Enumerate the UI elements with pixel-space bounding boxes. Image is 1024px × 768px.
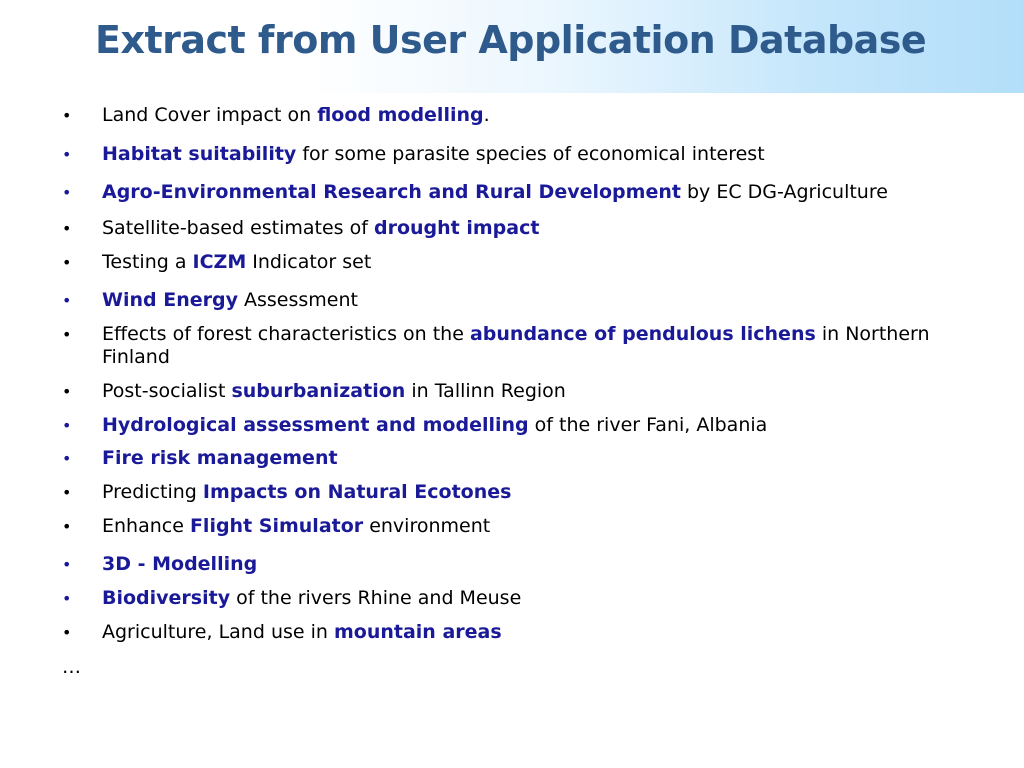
text-segment: Agriculture, Land use in [102, 621, 334, 643]
bullet-marker: • [62, 483, 72, 502]
bullet-text [102, 515, 1002, 538]
bullet-text [102, 143, 1002, 166]
highlighted-term: ICZM [192, 251, 247, 273]
text-segment: of the rivers Rhine and Meuse [230, 587, 522, 609]
bullet-marker: • [62, 555, 72, 574]
slide-title: Extract from User Application Database [95, 18, 927, 62]
highlighted-term: mountain areas [333, 621, 502, 643]
text-segment: Effects of forest characteristics on the [102, 323, 470, 345]
highlighted-term: Agro-Environmental Research and Rural Development [102, 181, 681, 203]
bullet-text [102, 181, 1002, 204]
bullet-marker: • [62, 449, 72, 468]
highlighted-term: Wind Energy [102, 289, 238, 311]
bullet-text [102, 447, 1002, 470]
highlighted-term: Hydrological assessment and modelling [102, 414, 529, 436]
bullet-text [102, 553, 1002, 576]
text-segment: Predicting [102, 481, 203, 503]
bullet-text [102, 323, 1002, 369]
highlighted-term: abundance of pendulous lichens [469, 323, 816, 345]
text-segment: environment [363, 515, 491, 537]
text-segment: Testing a [102, 251, 193, 273]
highlighted-term: flood modelling [317, 104, 484, 126]
bullet-marker: • [62, 517, 72, 536]
bullet-text [102, 104, 1002, 127]
highlighted-term: drought impact [373, 217, 540, 239]
highlighted-term: Biodiversity [102, 587, 231, 609]
bullet-marker: • [62, 325, 72, 344]
text-segment: Enhance [102, 515, 190, 537]
bullet-marker: • [62, 106, 72, 125]
text-segment: . [483, 104, 490, 126]
text-segment: in Tallinn Region [405, 380, 566, 402]
bullet-text [102, 481, 1002, 504]
bullet-text [102, 380, 1002, 403]
bullet-text [102, 587, 1002, 610]
bullet-marker: • [62, 219, 72, 238]
bullet-text [102, 289, 1002, 312]
bullet-marker: • [62, 291, 72, 310]
bullet-marker: • [62, 623, 72, 642]
text-segment: Land Cover impact on [102, 104, 318, 126]
text-segment: Satellite-based estimates of [102, 217, 374, 239]
bullet-text [102, 217, 1002, 240]
highlighted-term: Fire risk management [102, 447, 338, 469]
bullet-text [102, 621, 1002, 644]
text-segment: Indicator set [246, 251, 372, 273]
ellipsis: … [62, 656, 81, 678]
highlighted-term: 3D - Modelling [102, 553, 258, 575]
bullet-marker: • [62, 253, 72, 272]
text-segment: Post-socialist [102, 380, 232, 402]
text-segment: Assessment [237, 289, 358, 311]
bullet-marker: • [62, 145, 72, 164]
highlighted-term: Impacts on Natural Ecotones [202, 481, 512, 503]
bullet-marker: • [62, 183, 72, 202]
highlighted-term: suburbanization [231, 380, 406, 402]
bullet-text [102, 414, 1002, 437]
text-segment: by EC DG-Agriculture [680, 181, 888, 203]
text-segment: in Northern Finland [102, 323, 930, 368]
bullet-text [102, 251, 1002, 274]
text-segment: for some parasite species of economical interest [296, 143, 765, 165]
bullet-marker: • [62, 589, 72, 608]
highlighted-term: Flight Simulator [189, 515, 364, 537]
bullet-marker: • [62, 416, 72, 435]
bullet-marker: • [62, 382, 72, 401]
text-segment: of the river Fani, Albania [528, 414, 768, 436]
highlighted-term: Habitat suitability [102, 143, 297, 165]
